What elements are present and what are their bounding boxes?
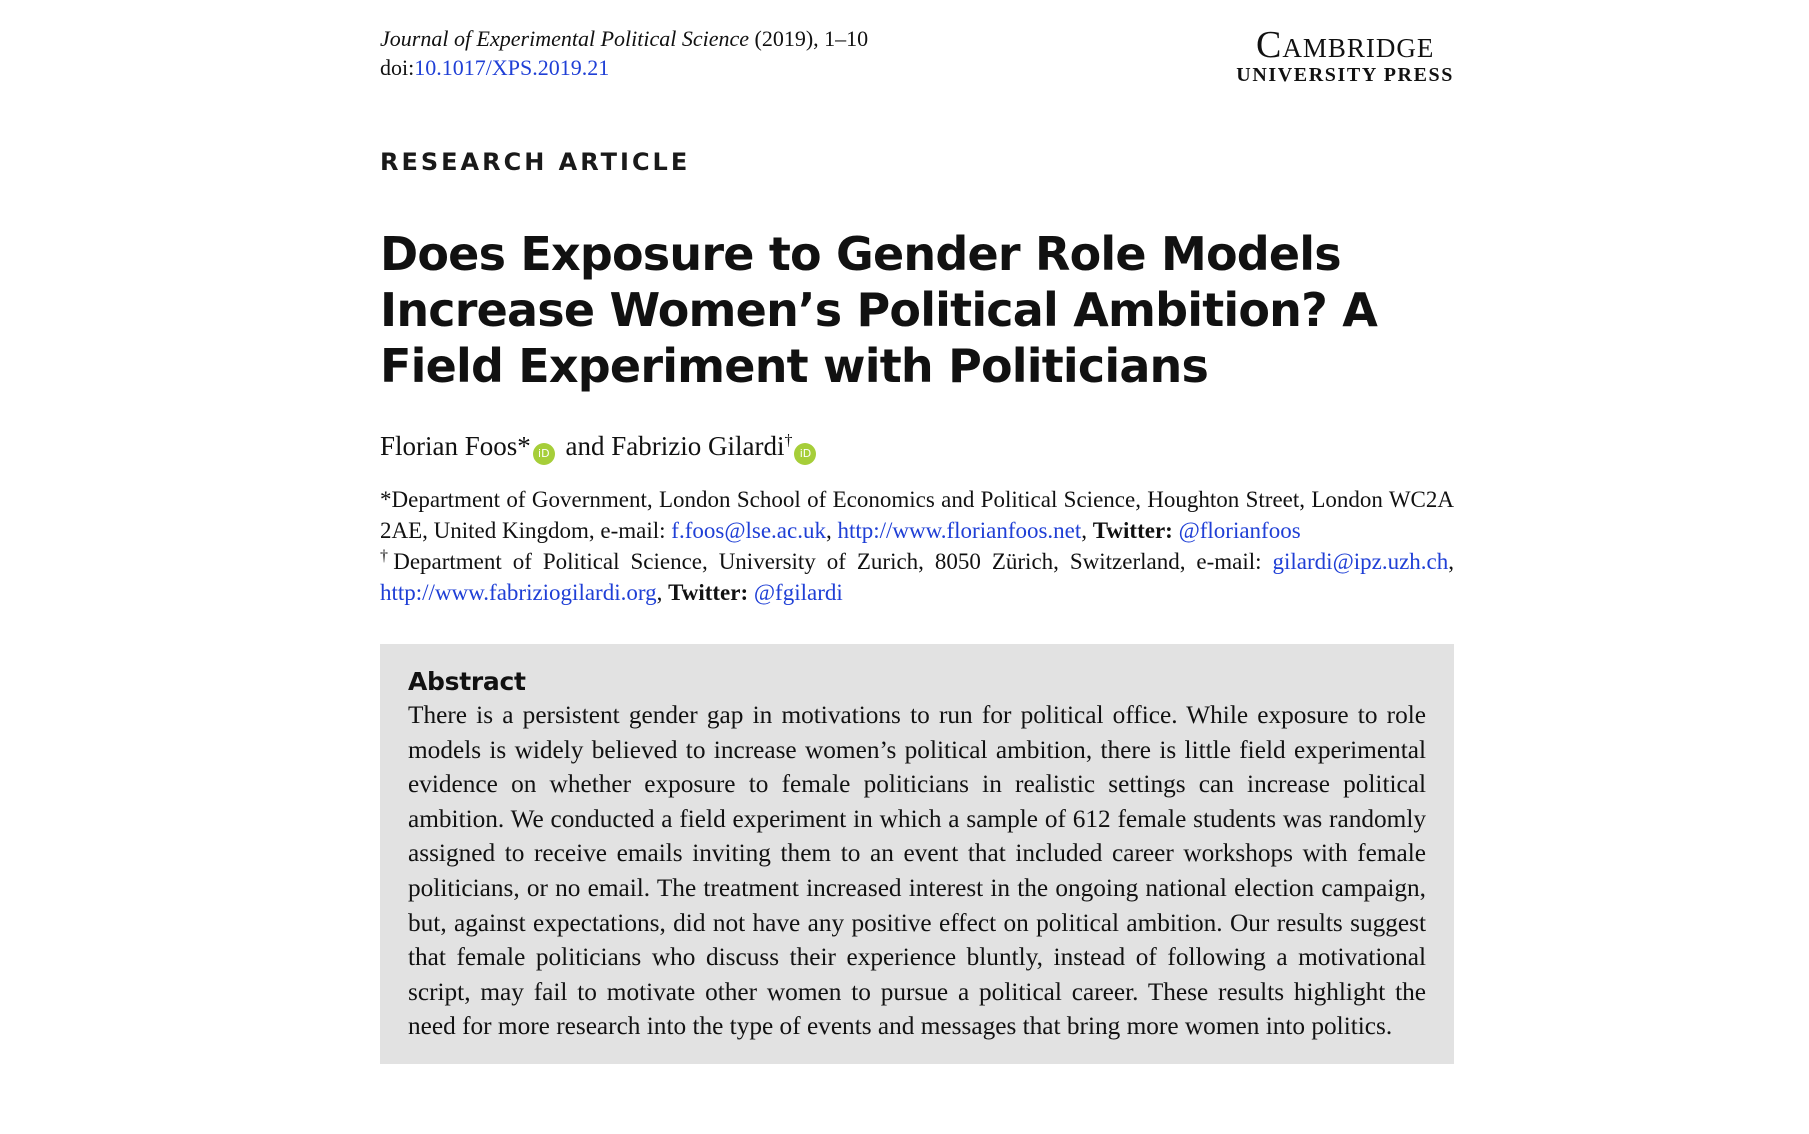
affiliation-1	[380, 484, 1454, 546]
affiliation-text: Department of Government, London School of Economics and Political Science, Houghton Street, London WC2A 2AE, United Kingdom, e-mail:	[380, 487, 1454, 543]
affiliations	[380, 484, 1454, 608]
publisher-logo	[1236, 26, 1454, 86]
email-link[interactable]: gilardi@ipz.uzh.ch	[1272, 549, 1449, 574]
author-name: Fabrizio Gilardi	[611, 431, 785, 461]
orcid-icon[interactable]: iD	[794, 443, 816, 465]
journal-info	[380, 24, 868, 82]
abstract-box	[380, 644, 1454, 1064]
affiliation-2	[380, 546, 1454, 608]
author-name: Florian Foos	[380, 431, 518, 461]
doi-prefix: doi:	[380, 55, 415, 80]
article-title: Does Exposure to Gender Role Models Increase Women’s Political Ambition? A Field Experiment with Politicians	[380, 227, 1378, 393]
email-link[interactable]: f.foos@lse.ac.uk	[671, 518, 826, 543]
separator: ,	[1448, 549, 1455, 574]
twitter-link[interactable]: @florianfoos	[1178, 518, 1301, 543]
website-link[interactable]: http://www.florianfoos.net	[837, 518, 1082, 543]
abstract-heading: Abstract	[408, 667, 526, 696]
orcid-icon[interactable]: iD	[533, 443, 555, 465]
article-type-label: RESEARCH ARTICLE	[380, 148, 691, 176]
publisher-name: Cambridge	[1255, 24, 1435, 66]
affiliation-text: Department of Political Science, University of Zurich, 8050 Zürich, Switzerland, e-mail:	[393, 549, 1273, 574]
separator: ,	[656, 580, 669, 605]
page-header	[380, 20, 1454, 90]
twitter-link[interactable]: @fgilardi	[753, 580, 843, 605]
author-conjunction: and	[558, 431, 612, 461]
affiliation-mark: †	[380, 547, 394, 565]
affiliation-mark: *	[380, 487, 392, 512]
doi-link[interactable]: 10.1017/XPS.2019.21	[414, 55, 610, 80]
author-footnote-mark: †	[784, 432, 793, 449]
twitter-label: Twitter:	[1092, 518, 1173, 543]
journal-name: Journal of Experimental Political Science	[380, 26, 750, 51]
publisher-subtitle: UNIVERSITY PRESS	[1236, 64, 1454, 86]
author-line	[380, 428, 1454, 464]
journal-year-pages: (2019), 1–10	[749, 26, 869, 51]
author-footnote-mark: *	[517, 431, 531, 461]
twitter-label: Twitter:	[668, 580, 749, 605]
abstract-text: There is a persistent gender gap in motivations to run for political office. While exposure to role models is widely believed to increase women’s political ambition, there is little field experimental evidence on whether exposure to female politicians in realistic settings can increase political ambition. We conducted a field experiment in which a sample of 612 female students was randomly assigned to receive emails inviting them to an event that included career workshops with female politicians, or no email. The treatment increased interest in the ongoing national election campaign, but, against expectations, did not have any positive effect on political ambition. Our results suggest that female politicians who discuss their experience bluntly, instead of following a motivational script, may fail to motivate other women to pursue a political career. These results highlight the need for more research into the type of events and messages that bring more women into politics.	[408, 701, 1426, 1041]
separator: ,	[1081, 518, 1093, 543]
website-link[interactable]: http://www.fabriziogilardi.org	[380, 580, 657, 605]
article-page	[380, 20, 1454, 1064]
separator: ,	[825, 518, 838, 543]
